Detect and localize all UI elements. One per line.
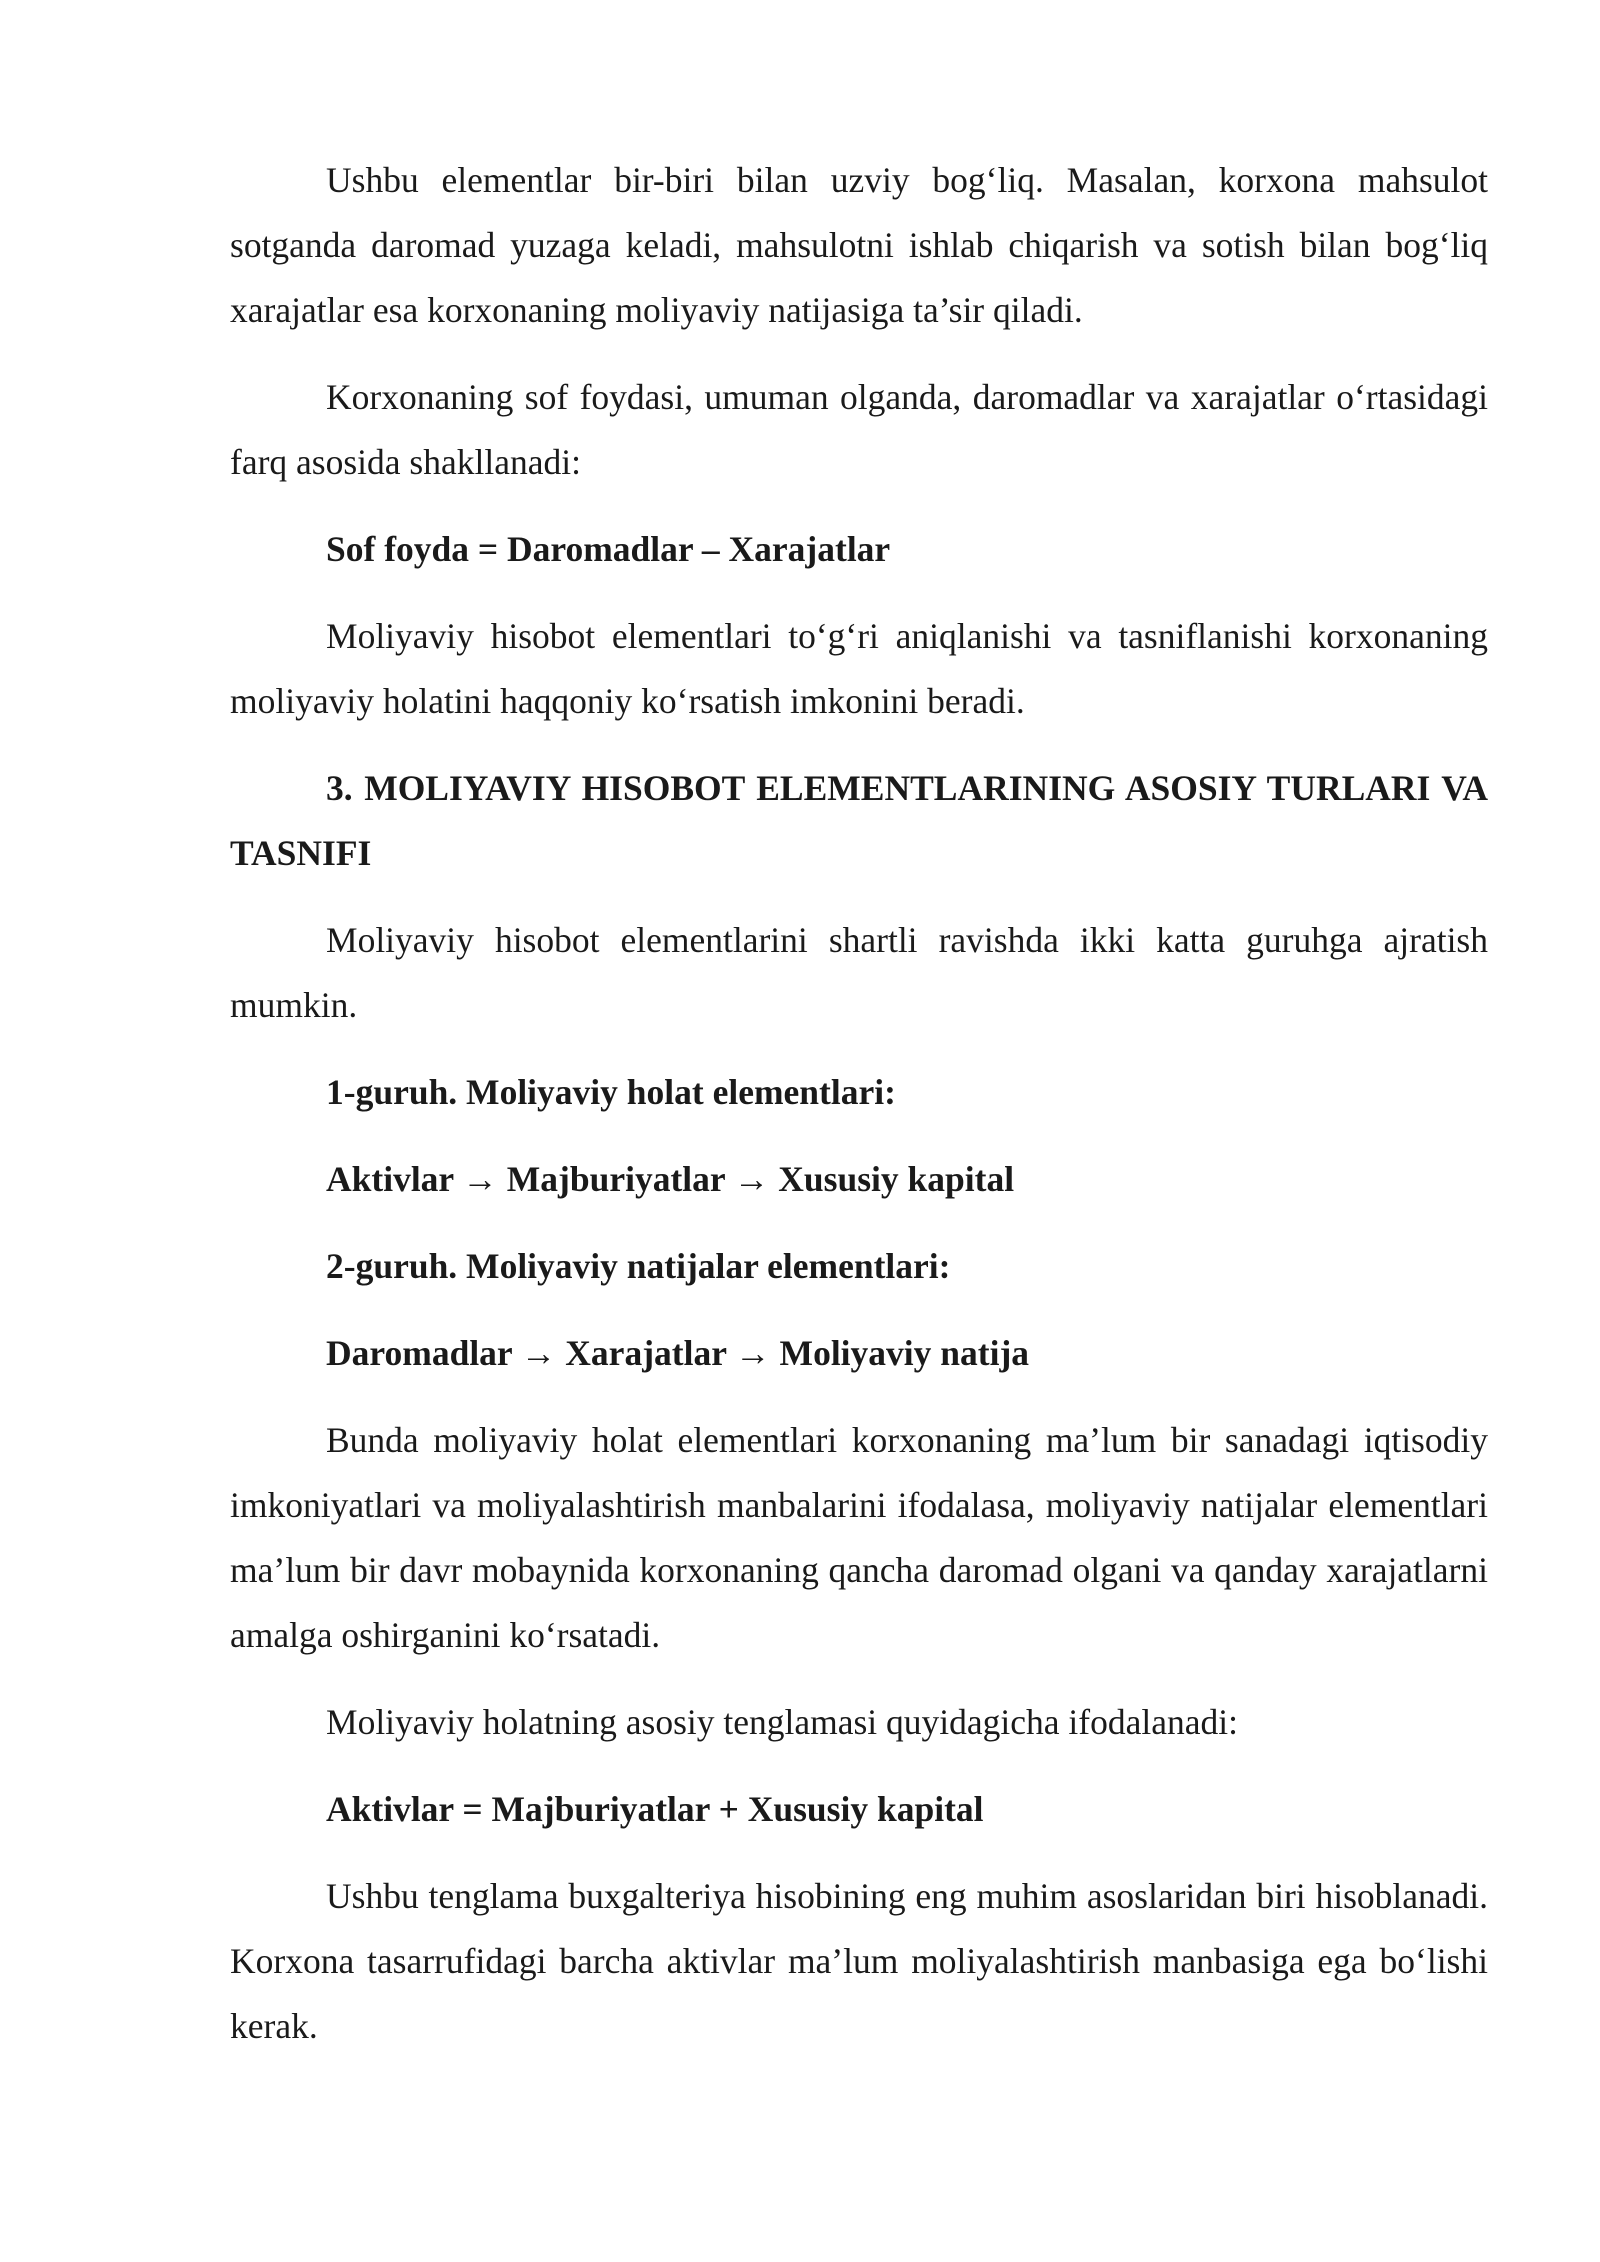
formula-accounting-equation: Aktivlar = Majburiyatlar + Xususiy kapital (326, 1789, 984, 1829)
paragraph-classification-importance: Moliyaviy hisobot elementlari to‘g‘ri aniqlanishi va tasniflanishi korxonaning moliyaviy holatini haqqoniy ko‘rsatish imkonini beradi. (230, 616, 1488, 721)
group-1-elements: Aktivlar → Majburiyatlar → Xususiy kapital (326, 1159, 1015, 1199)
paragraph-interrelation: Ushbu elementlar bir-biri bilan uzviy bog‘liq. Masalan, korxona mahsulot sotganda daromad yuzaga keladi, mahsulotni ishlab chiqarish va sotish bilan bog‘liq xarajatlar esa korxonaning moliyaviy natijasiga ta’sir qiladi. (230, 160, 1488, 330)
group-1-heading: 1-guruh. Moliyaviy holat elementlari: (326, 1072, 896, 1112)
paragraph-net-profit-intro: Korxonaning sof foydasi, umuman olganda, daromadlar va xarajatlar o‘rtasidagi farq asosida shakllanadi: (230, 377, 1488, 482)
paragraph-equation-intro: Moliyaviy holatning asosiy tenglamasi quyidagicha ifodalanadi: (326, 1702, 1238, 1742)
formula-net-profit: Sof foyda = Daromadlar – Xarajatlar (326, 529, 891, 569)
document-page (230, 148, 1488, 2059)
paragraph-groups-explanation: Bunda moliyaviy holat elementlari korxonaning ma’lum bir sanadagi iqtisodiy imkoniyatlari va moliyalashtirish manbalarini ifodalasa, moliyaviy natijalar elementlari ma’lum bir davr mobaynida korxonaning qancha daromad olgani va qanday xarajatlarni amalga oshirganini ko‘rsatadi. (230, 1420, 1488, 1655)
group-2-elements: Daromadlar → Xarajatlar → Moliyaviy natija (326, 1333, 1030, 1373)
section-heading: 3. MOLIYAVIY HISOBOT ELEMENTLARINING ASOSIY TURLARI VA TASNIFI (230, 768, 1488, 873)
paragraph-equation-importance: Ushbu tenglama buxgalteriya hisobining eng muhim asoslaridan biri hisoblanadi. Korxona tasarrufidagi barcha aktivlar ma’lum moliyalashtirish manbasiga ega bo‘lishi kerak. (230, 1876, 1488, 2046)
group-2-heading: 2-guruh. Moliyaviy natijalar elementlari: (326, 1246, 951, 1286)
paragraph-two-groups: Moliyaviy hisobot elementlarini shartli ravishda ikki katta guruhga ajratish mumkin. (230, 920, 1488, 1025)
